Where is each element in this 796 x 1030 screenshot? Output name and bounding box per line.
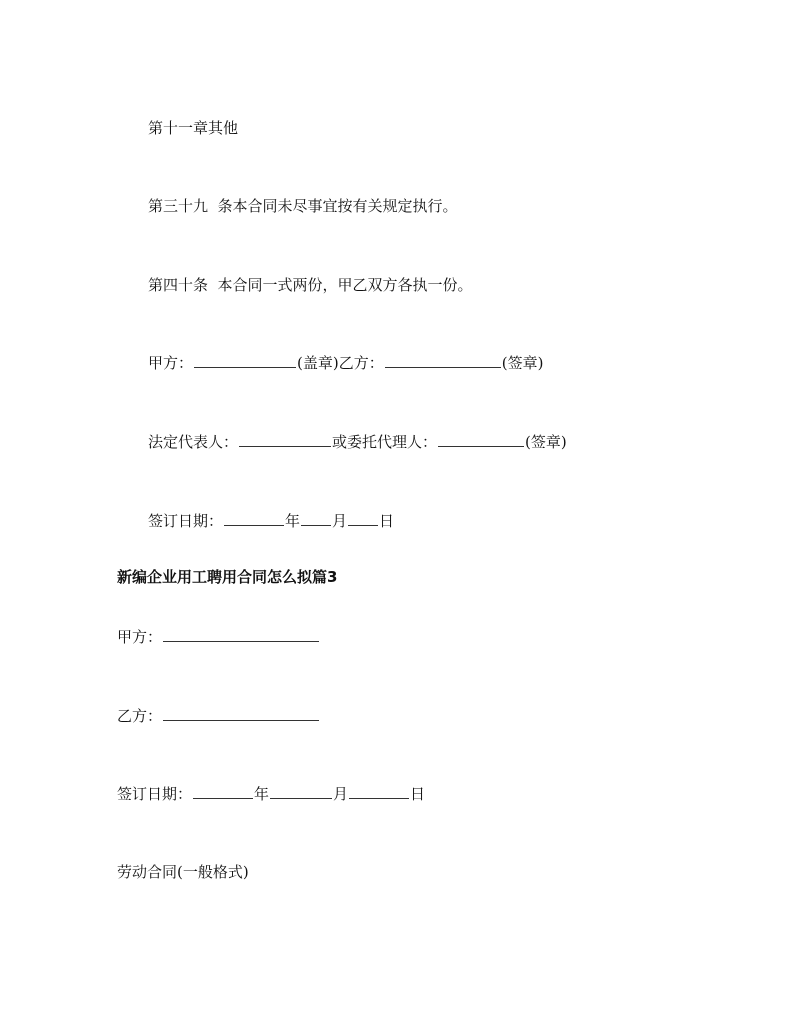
month-blank xyxy=(301,511,331,526)
month-label: 月 xyxy=(332,512,348,530)
party-b-blank xyxy=(385,353,501,368)
section-heading: 新编企业用工聘用合同怎么拟篇3 xyxy=(117,568,338,586)
party-b-label: 乙方： xyxy=(338,354,384,372)
agent-blank xyxy=(438,432,524,447)
party-a-label: 甲方： xyxy=(148,354,194,372)
cover-date-line xyxy=(117,784,425,804)
cover-party-a-label: 甲方： xyxy=(117,628,163,646)
agent-sign: (签章) xyxy=(525,433,567,451)
party-a-blank xyxy=(194,353,296,368)
article-40: 第四十条 本合同一式两份，甲乙双方各执一份。 xyxy=(148,276,473,294)
legal-rep-label: 法定代表人： xyxy=(148,433,239,451)
cover-day-blank xyxy=(349,784,409,799)
contract-title: 劳动合同(一般格式) xyxy=(117,863,249,881)
cover-year-label: 年 xyxy=(254,785,270,803)
party-b-sign: (签章) xyxy=(501,354,544,372)
year-blank xyxy=(224,511,284,526)
cover-month-blank xyxy=(270,784,332,799)
date-label: 签订日期： xyxy=(148,512,224,530)
cover-day-label: 日 xyxy=(410,785,426,803)
cover-party-b-line xyxy=(117,706,320,726)
day-label: 日 xyxy=(379,512,395,530)
legal-rep-blank xyxy=(239,432,331,447)
cover-month-label: 月 xyxy=(333,785,349,803)
chapter-title: 第十一章其他 xyxy=(148,119,239,137)
representative-line xyxy=(148,432,567,452)
cover-party-b-blank xyxy=(163,706,319,721)
cover-party-a-line xyxy=(117,627,320,647)
cover-party-b-label: 乙方： xyxy=(117,707,163,725)
day-blank xyxy=(348,511,378,526)
cover-date-label: 签订日期： xyxy=(117,785,193,803)
cover-party-a-blank xyxy=(163,627,319,642)
year-label: 年 xyxy=(285,512,301,530)
agent-label: 或委托代理人： xyxy=(332,433,438,451)
article-39: 第三十九 条本合同未尽事宜按有关规定执行。 xyxy=(148,197,458,215)
cover-year-blank xyxy=(193,784,253,799)
party-a-seal: (盖章) xyxy=(297,354,339,372)
signing-date-line xyxy=(148,511,394,531)
signature-party-line xyxy=(148,353,543,373)
